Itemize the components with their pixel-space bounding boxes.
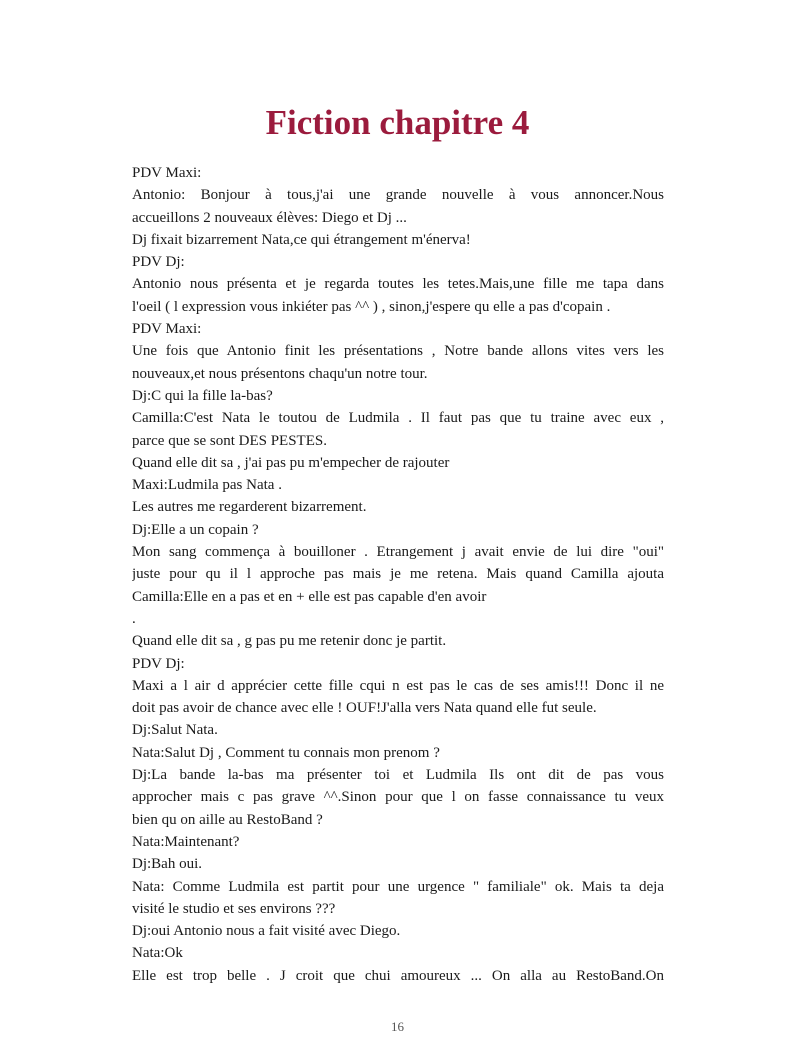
text-line: Maxi a l air d apprécier cette fille cqui n est pas le cas de ses amis!!! Donc il ne [132, 677, 664, 694]
text-line: Nata:Ok [132, 945, 183, 962]
text-line: approcher mais c pas grave ^^.Sinon pour que l on fasse connaissance tu veux [132, 789, 664, 806]
text-line: Une fois que Antonio finit les présentations , Notre bande allons vites vers les [132, 343, 664, 360]
text-line: Nata:Maintenant? [132, 833, 240, 850]
text-line: Nata: Comme Ludmila est partit pour une urgence " familiale" ok. Mais ta deja [132, 878, 664, 895]
text-line: nouveaux,et nous présentons chaqu'un notre tour. [132, 365, 428, 382]
text-line: Les autres me regarderent bizarrement. [132, 499, 367, 516]
text-line: Mon sang commença à bouilloner . Etrangement j avait envie de lui dire "oui" [132, 544, 664, 561]
text-line: Dj:La bande la-bas ma présenter toi et Ludmila Ils ont dit de pas vous [132, 767, 664, 784]
text-line: Camilla:C'est Nata le toutou de Ludmila . Il faut pas que tu traine avec eux , [132, 410, 664, 427]
text-line: bien qu on aille au RestoBand ? [132, 811, 323, 828]
text-line: doit pas avoir de chance avec elle ! OUF!J'alla vers Nata quand elle fut seule. [132, 700, 597, 717]
text-line: Dj:C qui la fille la-bas? [132, 387, 273, 404]
page-number: 16 [391, 1019, 404, 1034]
text-line: Dj:Bah oui. [132, 856, 202, 873]
text-line: Antonio: Bonjour à tous,j'ai une grande nouvelle à vous annoncer.Nous [132, 187, 664, 204]
text-line: Elle est trop belle . J croit que chui amoureux ... On alla au RestoBand.On [132, 967, 664, 984]
text-line: Dj:oui Antonio nous a fait visité avec Diego. [132, 923, 401, 940]
text-line: PDV Dj: [132, 254, 185, 271]
text-line: Quand elle dit sa , j'ai pas pu m'empecher de rajouter [132, 454, 450, 471]
text-line: l'oeil ( l expression vous inkiéter pas ^^ ) , sinon,j'espere qu elle a pas d'copain . [132, 298, 611, 315]
chapter-title: Fiction chapitre 4 [265, 103, 530, 142]
text-line: Camilla:Elle en a pas et en + elle est pas capable d'en avoir [132, 588, 487, 605]
text-line: . [132, 610, 136, 627]
text-line: PDV Maxi: [132, 321, 202, 338]
text-line: Quand elle dit sa , g pas pu me retenir donc je partit. [132, 633, 447, 650]
text-line: parce que se sont DES PESTES. [132, 432, 327, 449]
text-line: Dj:Elle a un copain ? [132, 521, 259, 538]
text-line: PDV Maxi: [132, 165, 202, 181]
text-line: Antonio nous présenta et je regarda toutes les tetes.Mais,une fille me tapa dans [132, 276, 664, 293]
text-line: Dj fixait bizarrement Nata,ce qui étrangement m'énerva! [132, 231, 471, 248]
text-line: Maxi:Ludmila pas Nata . [132, 477, 282, 494]
text-line: visité le studio et ses environs ??? [132, 900, 336, 917]
text-line: accueillons 2 nouveaux élèves: Diego et Dj ... [132, 209, 407, 226]
text-line: PDV Dj: [132, 655, 185, 672]
text-line: juste pour qu il l approche pas mais je me retena. Mais quand Camilla ajouta [132, 566, 664, 583]
text-line: Nata:Salut Dj , Comment tu connais mon prenom ? [132, 744, 440, 761]
text-line: Dj:Salut Nata. [132, 722, 218, 739]
body-text [132, 162, 664, 987]
